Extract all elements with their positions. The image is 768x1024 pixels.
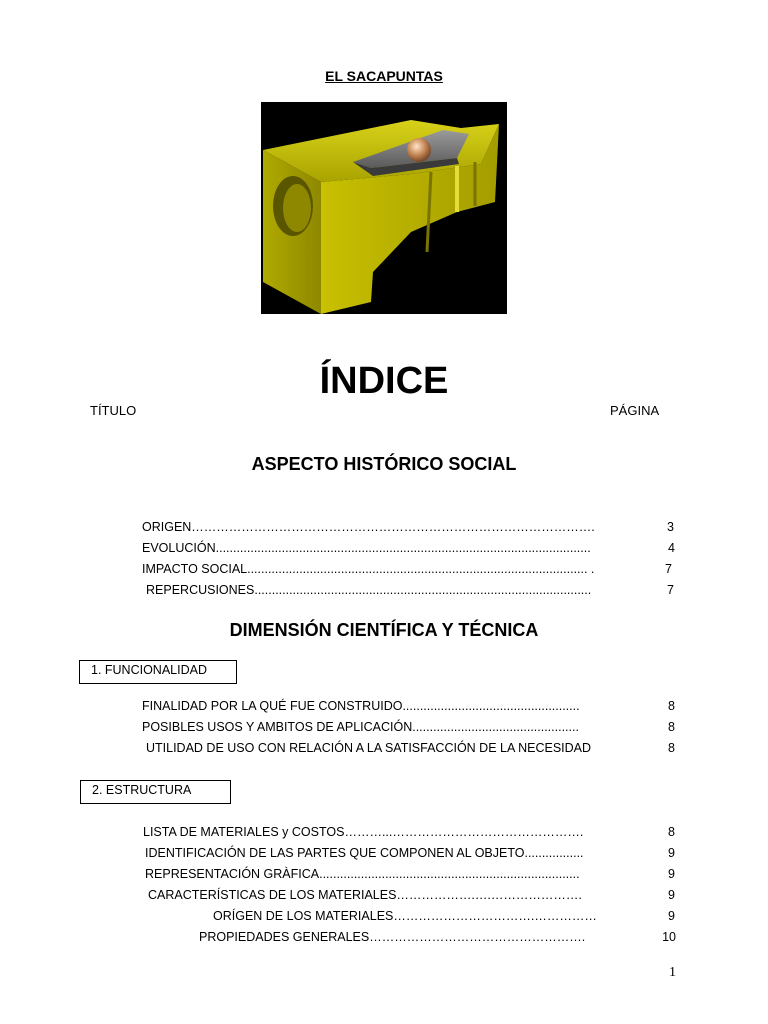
document-title: EL SACAPUNTAS — [325, 68, 443, 84]
column-header-title: TÍTULO — [90, 403, 137, 418]
toc-entry: IMPACTO SOCIAL.................................................................................................. . — [142, 562, 595, 576]
toc-page: 9 — [668, 888, 675, 902]
toc-entry: EVOLUCIÓN............................................................................................................ — [142, 541, 591, 555]
section-title: ASPECTO HISTÓRICO SOCIAL — [251, 454, 517, 474]
toc-page: 9 — [668, 867, 675, 881]
toc-entry: IDENTIFICACIÓN DE LAS PARTES QUE COMPONEN AL OBJETO................. — [145, 846, 584, 860]
column-header-page: PÁGINA — [610, 403, 660, 418]
toc-page: 9 — [668, 846, 675, 860]
toc-entry: ORÍGEN DE LOS MATERIALES…………………………….…………… — [213, 909, 597, 923]
toc-page: 8 — [668, 720, 675, 734]
toc-entry: REPERCUSIONES................................................................................................. — [146, 583, 592, 597]
section-title: DIMENSIÓN CIENTÍFICA Y TÉCNICA — [229, 620, 539, 640]
toc-entry: ORIGEN……………………………………………………………………………………. — [142, 520, 595, 534]
toc-page: 4 — [668, 541, 675, 555]
toc-entry: POSIBLES USOS Y AMBITOS DE APLICACIÓN................................................ — [142, 720, 579, 734]
pencil-sharpener-illustration — [261, 102, 507, 314]
toc-page: 8 — [668, 825, 675, 839]
toc-page: 7 — [665, 562, 672, 576]
toc-entry: CARACTERÍSTICAS DE LOS MATERIALES……………….….…………………. — [148, 888, 582, 902]
toc-page: 8 — [668, 741, 675, 755]
toc-page: 3 — [667, 520, 674, 534]
toc-page: 9 — [668, 909, 675, 923]
toc-page: 10 — [662, 930, 676, 944]
toc-entry: LISTA DE MATERIALES y COSTOS………...………………………………………. — [143, 825, 584, 839]
toc-entry: REPRESENTACIÓN GRÀFICA........................................................................... — [145, 867, 580, 881]
toc-page: 7 — [667, 583, 674, 597]
index-heading: ÍNDICE — [319, 360, 449, 402]
sharpener-image — [261, 102, 507, 314]
page-number: 1 — [669, 965, 676, 980]
subsection-box: 1. FUNCIONALIDAD — [79, 660, 237, 684]
toc-entry: UTILIDAD DE USO CON RELACIÓN A LA SATISFACCIÓN DE LA NECESIDAD — [146, 741, 592, 755]
toc-page: 8 — [668, 699, 675, 713]
subsection-box: 2. ESTRUCTURA — [80, 780, 231, 804]
toc-entry: FINALIDAD POR LA QUÉ FUE CONSTRUIDO................................................... — [142, 699, 580, 713]
toc-entry: PROPIEDADES GENERALES……………………………………………. — [199, 930, 586, 944]
